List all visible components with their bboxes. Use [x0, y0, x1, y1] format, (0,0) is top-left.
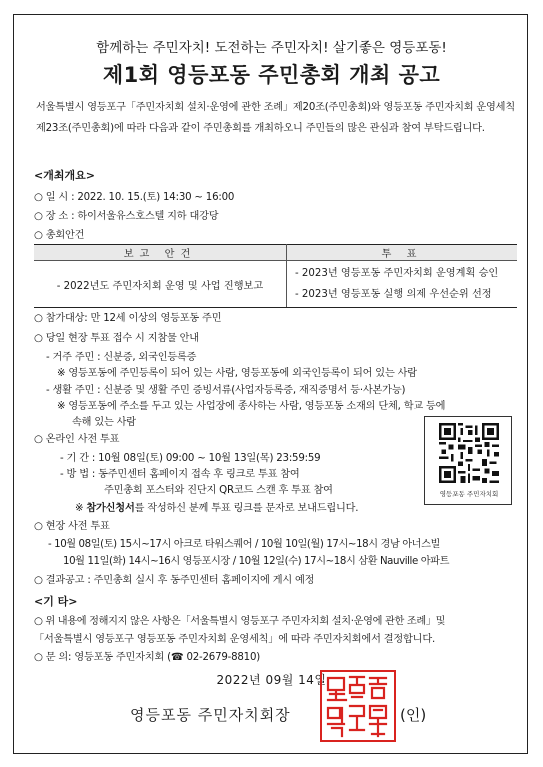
agenda-vote-item: - 2023년 영등포동 실행 의제 우선순위 선정	[295, 289, 492, 300]
other-heading: <기 타>	[34, 595, 78, 608]
online-period: - 기 간 : 10월 08일(토) 09:00 ~ 10월 13일(목) 23:59:59	[60, 453, 321, 464]
prevote-label: ○ 현장 사전 투표	[34, 521, 110, 532]
eligibility: ○ 참가대상: 만 12세 이상의 영등포동 주민	[34, 313, 222, 324]
agenda-report-item: - 2022년도 주민자치회 운영 및 사업 진행보고	[34, 261, 287, 308]
onsite-living: - 생활 주민 : 신분증 및 생활 주민 증빙서류(사업자등록증, 재직증명서 등·사본가능)	[46, 385, 406, 396]
seal-mark: (인)	[400, 706, 427, 724]
online-label: ○ 온라인 사전 투표	[34, 434, 120, 445]
other-line: ○ 위 내용에 정해지지 않은 사항은「서울특별시 영등포구 주민자치회 설치·운영에 관한 조례」및	[34, 616, 446, 627]
signer-title: 영등포동 주민자치회장	[130, 706, 291, 724]
qr-code-icon	[439, 423, 499, 483]
prevote-line: - 10월 08일(토) 15시~17시 아크로 타워스퀘어 / 10월 10일(월) 17시~18시 경남 아너스빌	[48, 539, 440, 550]
online-note: ※ 참가신청서를 작성하신 분께 투표 링크를 문자로 보내드립니다.	[75, 503, 359, 514]
prevote-line-cont: 10월 11일(화) 14시~16시 영등포시장 / 10월 12일(수) 17시~18시 삼환 Nauville 아파트	[63, 556, 450, 567]
agenda-table	[34, 244, 517, 308]
onsite-living-note: ※ 영등포동에 주소를 두고 있는 사업장에 종사하는 사람, 영등포동 소재의 단체, 학교 등에	[57, 401, 446, 412]
seal-glyph-pattern	[322, 672, 394, 740]
page-title: 제1회 영등포동 주민총회 개최 공고	[102, 63, 441, 87]
online-note-emphasis: 참가신청서	[86, 503, 135, 514]
onsite-living-note-cont: 속해 있는 사람	[72, 417, 136, 428]
inquiry-line: ○ 문 의: 영등포동 주민자치회 (☎ 02-2679-8810)	[34, 652, 261, 663]
online-method: - 방 법 : 동주민센터 홈페이지 접속 후 링크로 투표 참여	[60, 469, 300, 480]
qr-caption: 영등포동 주민자치회	[439, 490, 499, 498]
agenda-vote-item: - 2023년 영등포동 주민자치회 운영계획 승인	[295, 268, 499, 279]
agenda-header-report: 보고 안건	[34, 245, 287, 261]
overview-heading: <개최개요>	[34, 169, 95, 182]
overview-datetime: ○ 일 시 : 2022. 10. 15.(토) 14:30 ~ 16:00	[34, 192, 235, 203]
overview-agenda-label: ○ 총회안건	[34, 230, 85, 241]
onsite-resident: - 거주 주민 : 신분증, 외국인등록증	[46, 352, 197, 363]
agenda-header-vote: 투 표	[287, 245, 518, 261]
result-notice: ○ 결과공고 : 주민총회 실시 후 동주민센터 홈페이지에 게시 예정	[34, 575, 315, 586]
onsite-resident-note: ※ 영등포동에 주민등록이 되어 있는 사람, 영등포동에 외국인등록이 되어 있는 사람	[57, 368, 417, 379]
issue-date: 2022년 09월 14일	[216, 673, 327, 687]
onsite-label: ○ 당일 현장 투표 접수 시 지참물 안내	[34, 333, 199, 344]
overview-venue: ○ 장 소 : 하이서울유스호스텔 지하 대강당	[34, 211, 219, 222]
official-seal-stamp	[320, 670, 396, 742]
other-line-cont: 「서울특별시 영등포구 영등포동 주민자치회 운영세칙」에 따라 주민자치회에서 결정합니다.	[34, 634, 435, 645]
intro-paragraph: 서울특별시 영등포구「주민자치회 설치·운영에 관한 조례」제20조(주민총회)와 영등포동 주민자치회 운영세칙 제23조(주민총회)에 따라 다음과 같이 주민총회를 개최하오니 주민들의 많은 관심과 참여 부탁드립니다.	[36, 102, 515, 134]
online-method-cont: 주민총회 포스터와 진단지 QR코드 스캔 후 투표 참여	[104, 485, 333, 496]
slogan: 함께하는 주민자치! 도전하는 주민자치! 살기좋은 영등포동!	[96, 40, 447, 56]
qr-code-box[interactable]	[424, 416, 512, 505]
